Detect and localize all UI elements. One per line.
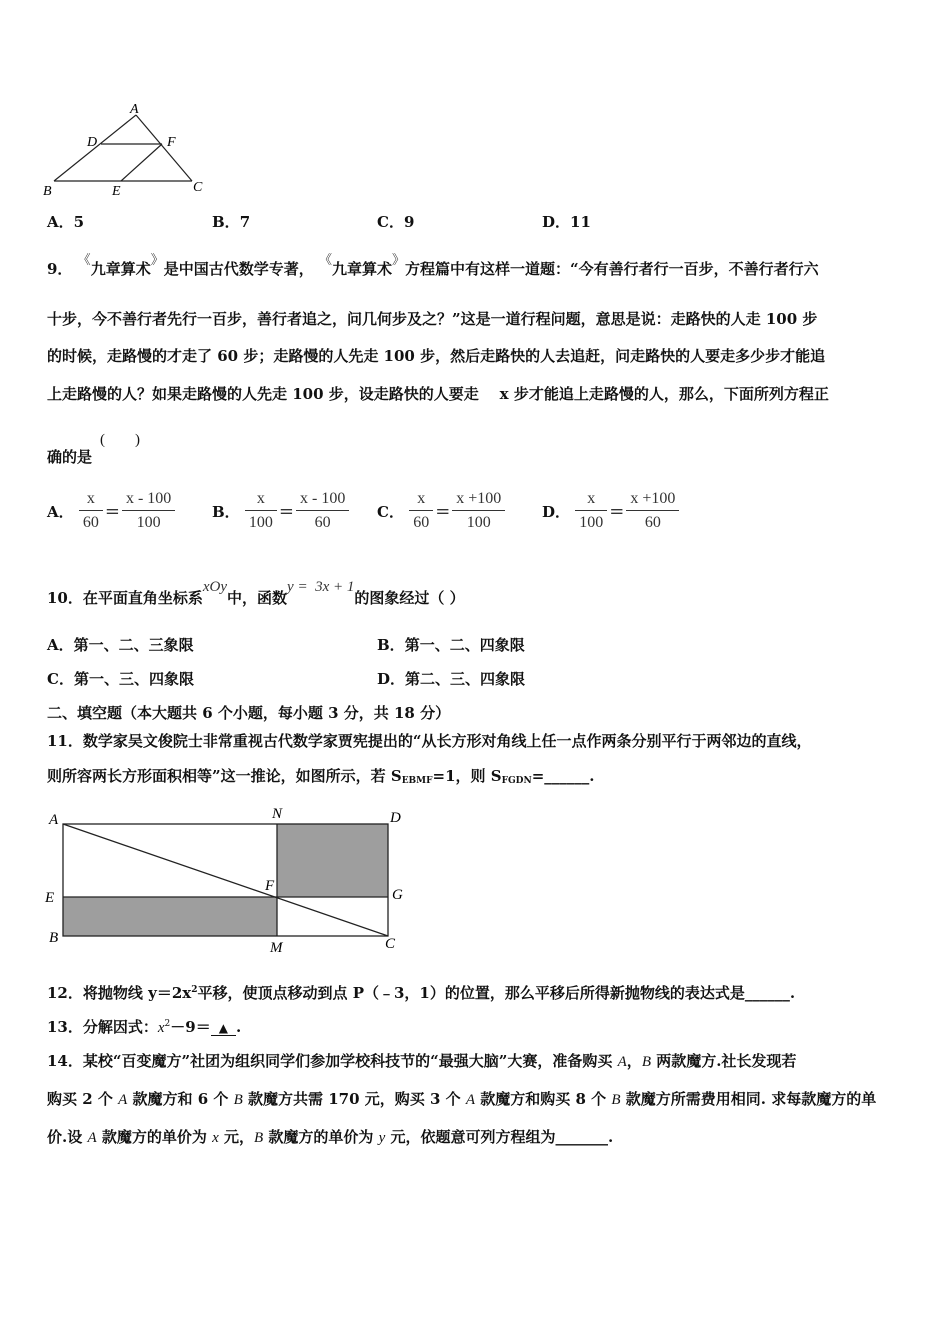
q9-option-c[interactable]: C． $\frac{x}{60}$ = $\frac{x +100}{100}$ [377,488,505,535]
q9-line3: 的时候，走路慢的才走了 60 步；走路慢的人先走 100 步，然后走路快的人去追赶，问走路快的人要走多少步才能追 [47,347,826,365]
q14-text: 款魔方和购买 8 个 [475,1090,612,1108]
frac-right: $\frac{x +100}{100}$ [452,488,505,535]
q14-text: 款魔方共需 170 元，购买 3 个 [242,1090,466,1108]
q14-text: 款魔方的单价为 [263,1128,379,1146]
frac-right: $\frac{x - 100}{60}$ [296,488,349,535]
q10-stem: 10．在平面直角坐标系xOy中，函数y = 3x + 1的图象经过（ ） [47,579,465,607]
q14-text: A [465,1092,476,1108]
label-e: E [45,890,55,906]
q12: 12．将抛物线 $y=2x^2$平移，使顶点移动到点 P（﹣3，1）的位置，那么平移后所得新抛物线的表达式是______. [47,984,796,1002]
answer-blank[interactable] [211,1021,236,1036]
q14-text: B [641,1054,651,1070]
q11-line1: 11．数学家吴文俊院士非常重视古代数学家贾宪提出的“从长方形对角线上任一点作两条分别平行于两邻边的直线， [47,732,812,750]
q9-option-a[interactable]: A． $\frac{x}{60}$ = $\frac{x - 100}{100}$ [47,488,175,535]
q10-option-a[interactable]: A．第一、二、三象限 [47,636,194,654]
triangle-icon: ▲ [218,1021,228,1035]
q14-text: 元， [218,1128,254,1146]
frac-right: $\frac{x - 100}{100}$ [122,488,175,535]
q14-line1 [47,1050,796,1071]
q14-text: 购买 2 个 [47,1090,119,1108]
q8-option-d[interactable]: D．11 [542,213,591,231]
label-b: B [49,930,59,946]
coord-system: xOy [202,579,228,595]
q14-text: ， [626,1052,642,1070]
label-g: G [392,887,403,903]
q11-line2: 则所容两长方形面积相等”这一推论，如图所示，若 $S_{EBMF}=1$，则 $S_{FGDN}=\_\_\_\_\_\_$. [47,767,595,786]
q9-book1: 九章算术 [90,260,151,278]
label-d: D [87,135,98,150]
q14-text: 款魔方所需费用相同. 求每款魔方的单 [620,1090,877,1108]
label-a: A [130,102,139,117]
q14-text: 款魔方和 6 个 [127,1090,234,1108]
rect-ebmf [63,897,277,936]
q14-text: . [608,1128,614,1146]
function-expr: y = 3x + 1 [287,579,355,595]
label-e: E [112,184,121,199]
q9-answer-paren: ( ) [100,432,140,448]
q14-text: B [233,1092,243,1108]
q9-book2: 九章算术 [331,260,392,278]
q8-option-c[interactable]: C．9 [377,213,415,231]
q9-line4: 上走路慢的人？如果走路慢的人先走 100 步，设走路快的人要走 x 步才能追上走路慢的人，那么，下面所列方程正 [47,385,829,403]
q10-option-c[interactable]: C．第一、三、四象限 [47,670,194,688]
frac-right: $\frac{x +100}{60}$ [626,488,679,535]
label-c: C [385,936,396,952]
label-a: A [49,812,59,828]
q9-line1: 9． 《九章算术》是中国古代数学专著， 《九章算术》方程篇中有这样一道题：“今有善行者行一百步，不善行者行六 [47,253,819,278]
frac-left: $\frac{x}{100}$ [575,488,607,535]
q14-text: x [212,1130,219,1146]
q14-text: y [378,1130,386,1146]
q14-text: B [253,1130,264,1146]
q14-text: 价.设 [47,1128,88,1146]
answer-blank[interactable]: ______ [744,984,790,1002]
frac-left: $\frac{x}{60}$ [79,488,103,535]
answer-blank[interactable]: ______ [544,767,590,785]
q9-option-d[interactable]: D． $\frac{x}{100}$ = $\frac{x +100}{60}$ [542,488,679,535]
q8-option-a[interactable]: A．5 [47,213,85,231]
rect-fgdn [277,824,388,897]
q9-option-b[interactable]: B． $\frac{x}{100}$ = $\frac{x - 100}{60}$ [212,488,349,535]
frac-left: $\frac{x}{60}$ [409,488,433,535]
label-n: N [272,806,283,822]
q14-text: A [118,1092,128,1108]
q10-option-b[interactable]: B．第一、二、四象限 [377,636,525,654]
q14-text: A [617,1054,627,1070]
label-d: D [390,810,401,826]
q14-text: B [611,1092,621,1108]
q8-option-b[interactable]: B．7 [212,213,251,231]
label-c: C [193,180,203,195]
section-title: 二、填空题（本大题共 6 个小题，每小题 3 分，共 18 分） [47,704,451,722]
q14-line3 [47,1126,613,1147]
label-f: F [167,135,176,150]
q10-option-d[interactable]: D．第二、三、四象限 [377,670,526,688]
rectangle-figure [40,802,420,957]
label-m: M [270,940,283,956]
q14-text: 两款魔方.社长发现若 [650,1052,797,1070]
label-b: B [43,184,52,199]
answer-blank[interactable]: _______ [555,1128,609,1146]
q9-line5: 确的是 [47,448,93,466]
q14-text: A [87,1130,97,1146]
label-f: F [265,878,275,894]
frac-left: $\frac{x}{100}$ [245,488,277,535]
triangle-figure [38,98,218,203]
q13: 13．分解因式：$x^2-9=$ ▲ . [47,1018,242,1036]
q14-text: 款魔方的单价为 [96,1128,213,1146]
q9-line2: 十步，今不善行者先行一百步，善行者追之，问几何步及之？”这是一道行程问题，意思是说：走路快的人走 100 步 [47,310,818,328]
q14-text: 元，依题意可列方程组为 [385,1128,556,1146]
q14-line2 [47,1088,876,1109]
q14-text: 14．某校“百变魔方”社团为组织同学们参加学校科技节的“最强大脑”大赛，准备购买 [47,1052,618,1070]
